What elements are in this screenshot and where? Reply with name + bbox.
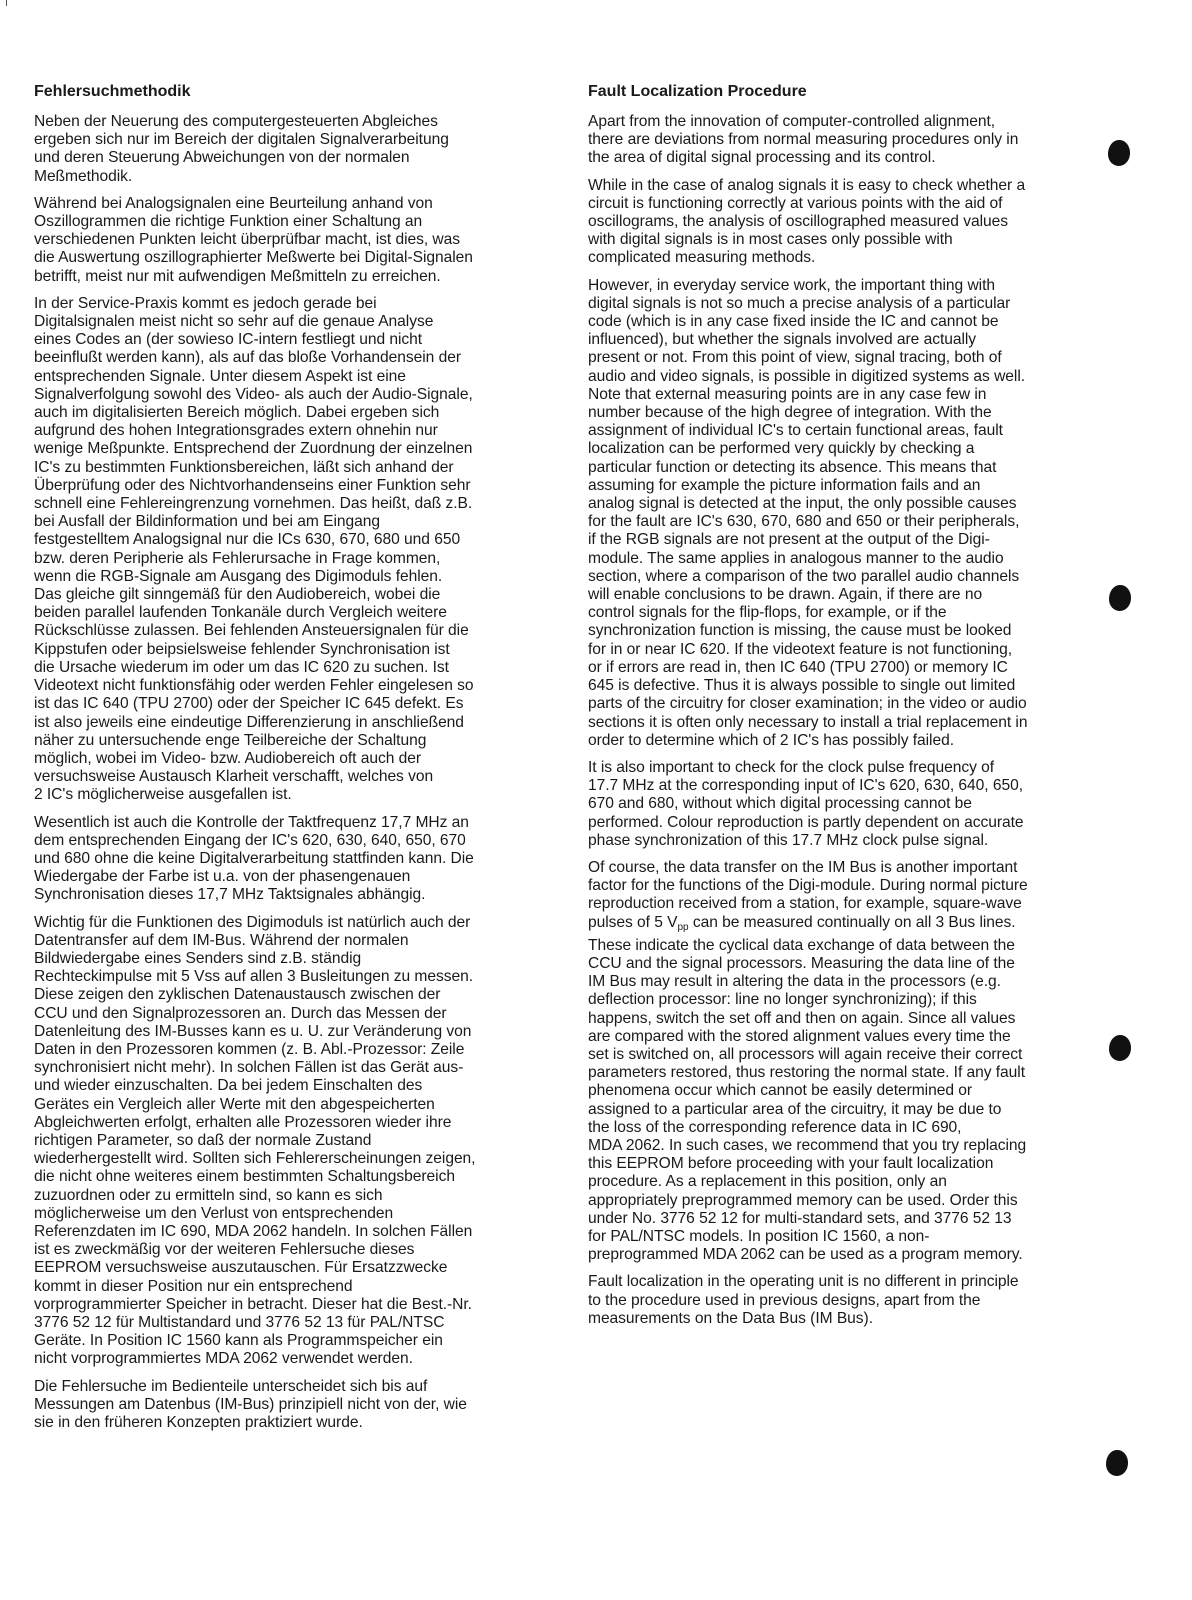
german-text-line: und 680 ohne die keine Digitalverarbeitung stattfinden kann. Die [34,849,474,867]
english-text-line: 670 and 680, without which digital processing cannot be [588,795,972,813]
english-text-line: 645 is defective. Thus it is always possible to single out limited [588,677,1016,695]
english-text-line: audio and video signals, is possible in digitized systems as well. [588,367,1026,385]
english-text-line: pulses of 5 $V_{pp}$ can be measured continually on all 3 Bus lines. [588,913,1016,933]
german-text-line: EEPROM versuchsweise auszutauschen. Für Ersatzzwecke [34,1259,448,1277]
english-text-line: assignment of individual IC's to certain functional areas, fault [588,422,1003,440]
german-text-line: Das gleiche gilt sinngemäß für den Audiobereich, wobei die [34,586,441,604]
german-text-line: Bildwiedergabe eines Senders sind z.B. ständig [34,949,362,967]
english-body [588,113,1096,1328]
german-text-line: betrifft, meist nur mit aufwendigen Meßmitteln zu erreichen. [34,267,441,285]
punch-hole-mark [1108,140,1130,166]
english-text-line: order to determine which of 2 IC's has possibly failed. [588,731,954,749]
german-text-line: Daten in den Prozessoren kommen (z. B. Abl.-Prozessor: Zeile [34,1040,465,1058]
english-text-line: reproduction received from a station, for example, square-wave [588,895,1022,913]
german-text-line: Wiedergabe der Farbe ist u.a. von der phasengenauen [34,868,411,886]
german-text-line: Wichtig für die Funktionen des Digimoduls ist natürlich auch der [34,913,471,931]
english-text-line: section, where a comparison of the two parallel audio channels [588,567,1020,585]
english-text-line: for PAL/NTSC models. In position IC 1560, a non- [588,1227,930,1245]
german-text-line: ist es zweckmäßig vor der weiteren Fehlersuche dieses [34,1241,415,1259]
german-paragraph [34,295,550,805]
english-text-line: will enable conclusions to be drawn. Again, if there are no [588,586,983,604]
english-text-line: While in the case of analog signals it is easy to check whether a [588,176,1026,194]
english-text-line: assigned to a particular area of the circuitry, it may be due to [588,1100,1002,1118]
german-text-line: ergeben sich nur im Bereich der digitalen Signalverarbeitung [34,131,449,149]
german-text-line: festgestelltem Analogsignal nur die ICs 630, 670, 680 und 650 [34,531,461,549]
german-text-line: möglicherweise um den Verlust von entsprechenden [34,1204,394,1222]
english-text-line: control signals for the flip-flops, for example, or if the [588,604,947,622]
english-paragraph [588,113,1096,168]
german-text-line: vorprogrammierter Speicher in betracht. Dieser hat die Best.-Nr. [34,1295,472,1313]
english-text-line: there are deviations from normal measuring procedures only in [588,131,1019,149]
english-text-line: if the RGB signals are not present at the output of the Digi- [588,531,990,549]
english-text-line: to the procedure used in previous designs, apart from the [588,1291,981,1309]
german-text-line: die nicht ohne weiteres einem bestimmten Schaltungsbereich [34,1168,455,1186]
english-text-line: Fault localization in the operating unit is no different in principle [588,1273,1019,1291]
german-text-line: versuchsweise Austausch Klarheit verschafft, welches von [34,768,434,786]
english-text-line: IM Bus may result in altering the data in the processors (e.g. [588,973,1001,991]
english-text-line: this EEPROM before proceeding with your fault localization [588,1155,994,1173]
german-text-line: 3776 52 12 für Multistandard und 3776 52 13 für PAL/NTSC [34,1314,445,1331]
german-text-line: möglich, wobei im Video- bzw. Audiobereich oft auch der [34,749,422,767]
punch-hole-mark [1106,1450,1128,1476]
english-text-line: set is switched on, all processors will again receive their correct [588,1045,1023,1063]
german-text-line: die Ursache wiederum im oder um das IC 620 zu suchen. Ist [34,658,449,676]
english-text-line: for the fault are IC's 630, 670, 680 and 650 or their peripherals, [588,513,1020,531]
german-text-line: richtigen Parameter, so daß der normale Zustand [34,1131,372,1149]
english-text-line: with digital signals is in most cases only possible with [588,231,953,249]
german-text-line: wenn die RGB-Signale am Ausgang des Digimoduls fehlen. [34,567,443,585]
english-text-line: complicated measuring methods. [588,249,816,267]
english-text-line: oscillograms, the analysis of oscillographed measured values [588,213,1008,231]
english-text-line: happens, switch the set off and then on again. Since all values [588,1009,1016,1027]
german-heading: Fehlersuchmethodik [34,83,191,100]
german-column [34,82,550,1441]
german-paragraph [34,1378,550,1433]
english-text-line: factor for the functions of the Digi-module. During normal picture [588,877,1028,895]
german-paragraph [34,814,550,905]
german-text-line: und wieder einzuschalten. Da bei jedem Einschalten des [34,1077,423,1095]
german-text-line: Oszillogrammen die richtige Funktion einer Schaltung an [34,213,423,231]
german-text-line: Datentransfer auf dem IM-Bus. Während der normalen [34,931,409,949]
english-text-line: However, in everyday service work, the important thing with [588,276,995,294]
english-text-line: or if errors are read in, then IC 640 (TPU 2700) or memory IC [588,658,1008,676]
german-text-line: synchronisiert nicht mehr). In solchen Fällen ist das Gerät aus- [34,1059,464,1077]
english-heading: Fault Localization Procedure [588,83,807,100]
german-text-line: verschiedenen Punkten leicht überprüfbar macht, ist dies, was [34,231,461,249]
german-text-line: auch im digitalisierten Bereich möglich. Dabei ergeben sich [34,404,440,422]
german-text-line: Geräte. In Position IC 1560 kann als Programmspeicher ein [34,1332,443,1350]
scan-edge-mark [6,0,7,6]
german-paragraph [34,113,550,186]
german-text-line: Abgleichwerten erfolgt, erhalten alle Prozessoren wieder ihre [34,1113,452,1131]
german-text-line: Neben der Neuerung des computergesteuerten Abgleiches [34,113,438,130]
german-text-line: Messungen am Datenbus (IM-Bus) prinzipiell nicht von der, wie [34,1395,467,1413]
english-text-line: particular function or detecting its absence. This means that [588,458,997,476]
english-text-line: 17.7 MHz at the corresponding input of IC's 620, 630, 640, 650, [588,777,1023,795]
english-text-line: Of course, the data transfer on the IM Bus is another important [588,858,1018,876]
german-text-line: Meßmethodik. [34,167,133,185]
german-text-line: ist das IC 640 (TPU 2700) oder der Speicher IC 645 defekt. Es [34,695,464,713]
english-text-line: phenomena occur which cannot be easily determined or [588,1082,973,1100]
english-text-line: present or not. From this point of view, signal tracing, both of [588,349,1002,367]
english-paragraph [588,759,1096,850]
german-text-line: dem entsprechenden Eingang der IC's 620, 630, 640, 650, 670 [34,831,466,849]
german-text-line: IC's zu bestimmten Funktionsbereichen, läßt sich anhand der [34,458,454,476]
english-text-line: assuming for example the picture information fails and an [588,476,981,494]
german-text-line: bzw. deren Peripherie als Fehlerursache in Frage kommen, [34,549,441,567]
english-text-line: performed. Colour reproduction is partly dependent on accurate [588,813,1024,831]
german-text-line: beeinflußt werden kann), als auf das bloße Vorhandensein der [34,349,461,367]
german-text-line: Die Fehlersuche im Bedienteile unterscheidet sich bis auf [34,1377,428,1395]
german-text-line: In der Service-Praxis kommt es jedoch gerade bei [34,294,377,312]
german-text-line: eines Codes an (der sowieso IC-intern festliegt und nicht [34,331,423,349]
english-text-line: under No. 3776 52 12 for multi-standard sets, and 3776 52 13 [588,1209,1012,1227]
german-text-line: Kippstufen oder beipsielsweise fehlender Synchronisation ist [34,640,450,658]
german-text-line: CCU und den Signalprozessoren an. Durch das Messen der [34,1004,447,1022]
english-text-line: MDA 2062. In such cases, we recommend that you try replacing [588,1136,1027,1154]
english-text-line: the area of digital signal processing and its control. [588,149,936,167]
punch-hole-mark [1109,585,1131,611]
german-text-line: Wesentlich ist auch die Kontrolle der Taktfrequenz 17,7 MHz an [34,813,469,831]
german-text-line: näher zu untersuchende enge Teilbereiche der Schaltung [34,731,427,749]
german-text-line: und deren Steuerung Abweichungen von der normalen [34,149,410,167]
german-text-line: Videotext nicht funktionsfähig oder werden Fehler eingelesen so [34,677,474,695]
english-paragraph [588,177,1096,268]
english-text-line: measurements on the Data Bus (IM Bus). [588,1309,873,1327]
english-text-line: localization can be performed very quickly by checking a [588,440,975,458]
english-text-line: digital signals is not so much a precise analysis of a particular [588,294,1011,312]
german-text-line: nicht vorprogrammiertes MDA 2062 verwendet werden. [34,1350,413,1368]
english-text-line: Note that external measuring points are in any case few in [588,385,987,403]
english-text-line: for in or near IC 620. If the videotext feature is not functioning, [588,640,1012,658]
english-text-line: appropriately preprogrammed memory can be used. Order this [588,1191,1018,1209]
english-text-line: Apart from the innovation of computer-controlled alignment, [588,113,996,130]
english-text-line: These indicate the cyclical data exchange of data between the [588,936,1015,954]
english-text-line: CCU and the signal processors. Measuring the data line of the [588,954,1015,972]
german-text-line: zuzuordnen oder zu ermitteln sind, so kann es sich [34,1186,383,1204]
english-text-line: It is also important to check for the clock pulse frequency of [588,758,995,776]
english-paragraph [588,1273,1096,1328]
german-text-line: schnell eine Fehlereingrenzung vornehmen. Das heißt, daß z.B. [34,495,473,513]
german-text-line: aufgrund des hohen Integrationsgrades extern ohnehin nur [34,422,438,440]
german-paragraph [34,195,550,286]
german-text-line: 2 IC's möglicherweise ausgefallen ist. [34,786,292,804]
english-text-line: code (which is in any case fixed inside the IC and cannot be [588,313,999,331]
subscript-pp: pp [677,921,689,933]
english-text-line: synchronization function is missing, the cause must be looked [588,622,1012,640]
punch-hole-mark [1109,1035,1131,1061]
english-text-line: module. The same applies in analogous manner to the audio [588,549,1004,567]
german-text-line: Synchronisation dieses 17,7 MHz Taktsignales abhängig. [34,886,426,904]
german-text-line: Digitalsignalen meist nicht so sehr auf die genaue Analyse [34,313,434,331]
german-text-line: Während bei Analogsignalen eine Beurteilung anhand von [34,194,433,212]
german-text-line: kommt in dieser Position nur ein entsprechend [34,1277,353,1295]
german-text-line: ist also jeweils eine eindeutige Differenzierung in anschließend [34,713,464,731]
english-text-line: circuit is functioning correctly at various points with the aid of [588,194,1003,212]
english-paragraph [588,277,1096,750]
german-text-line: Rechteckimpulse mit 5 Vss auf allen 3 Busleitungen zu messen. [34,968,473,986]
german-body [34,113,550,1432]
english-text-line: the loss of the corresponding reference data in IC 690, [588,1118,962,1136]
english-text-line: analog signal is detected at the input, the only possible causes [588,495,1017,513]
english-text-line: procedure. As a replacement in this position, only an [588,1173,947,1191]
english-text-line: are compared with the stored alignment values every time the [588,1027,1011,1045]
german-text-line: beiden parallel laufenden Tonkanäle durch Vergleich weitere [34,604,447,622]
german-text-line: wiederhergestellt wird. Sollten sich Fehlererscheinungen zeigen, [34,1150,476,1168]
english-text-line: number because of the high degree of integration. With the [588,404,992,422]
english-text-line: parameters restored, thus restoring the normal state. If any fault [588,1064,1026,1082]
english-text-line: parts of the circuitry for closer examination; in the video or audio [588,695,1027,713]
german-text-line: die Auswertung oszillographierter Meßwerte bei Digital-Signalen [34,249,473,267]
german-text-line: Referenzdaten im IC 690, MDA 2062 handeln. In solchen Fällen [34,1222,473,1240]
german-text-line: entsprechenden Signale. Unter diesem Aspekt ist eine [34,367,406,385]
english-paragraph [588,859,1096,1264]
german-paragraph [34,914,550,1369]
english-text-line: preprogrammed MDA 2062 can be used as a program memory. [588,1246,1023,1264]
german-text-line: bei Ausfall der Bildinformation und bei am Eingang [34,513,380,531]
german-text-line: Überprüfung oder des Nichtvorhandenseins einer Funktion sehr [34,476,471,494]
german-text-line: Datenleitung des IM-Busses kann es u. U. zur Veränderung von [34,1022,472,1040]
german-text-line: wenige Meßpunkte. Entsprechend der Zuordnung der einzelnen [34,440,473,458]
german-text-line: Rückschlüsse zulassen. Bei fehlenden Ansteuersignalen für die [34,622,469,640]
german-text-line: sie in den früheren Konzepten praktiziert wurde. [34,1414,363,1432]
german-text-line: Gerätes ein Vergleich aller Werte mit den abgespeicherten [34,1095,435,1113]
english-text-line: influenced), but whether the signals involved are actually [588,331,977,349]
german-text-line: Signalverfolgung sowohl des Video- als auch der Audio-Signale, [34,385,473,403]
english-text-line: sections it is often only necessary to install a trial replacement in [588,713,1028,731]
english-text-line: deflection processor: line no longer synchronizing); if this [588,991,977,1009]
english-column [588,82,1096,1337]
english-text-line: phase synchronization of this 17.7 MHz clock pulse signal. [588,831,989,849]
german-text-line: Diese zeigen den zyklischen Datenaustausch zwischen der [34,986,441,1004]
